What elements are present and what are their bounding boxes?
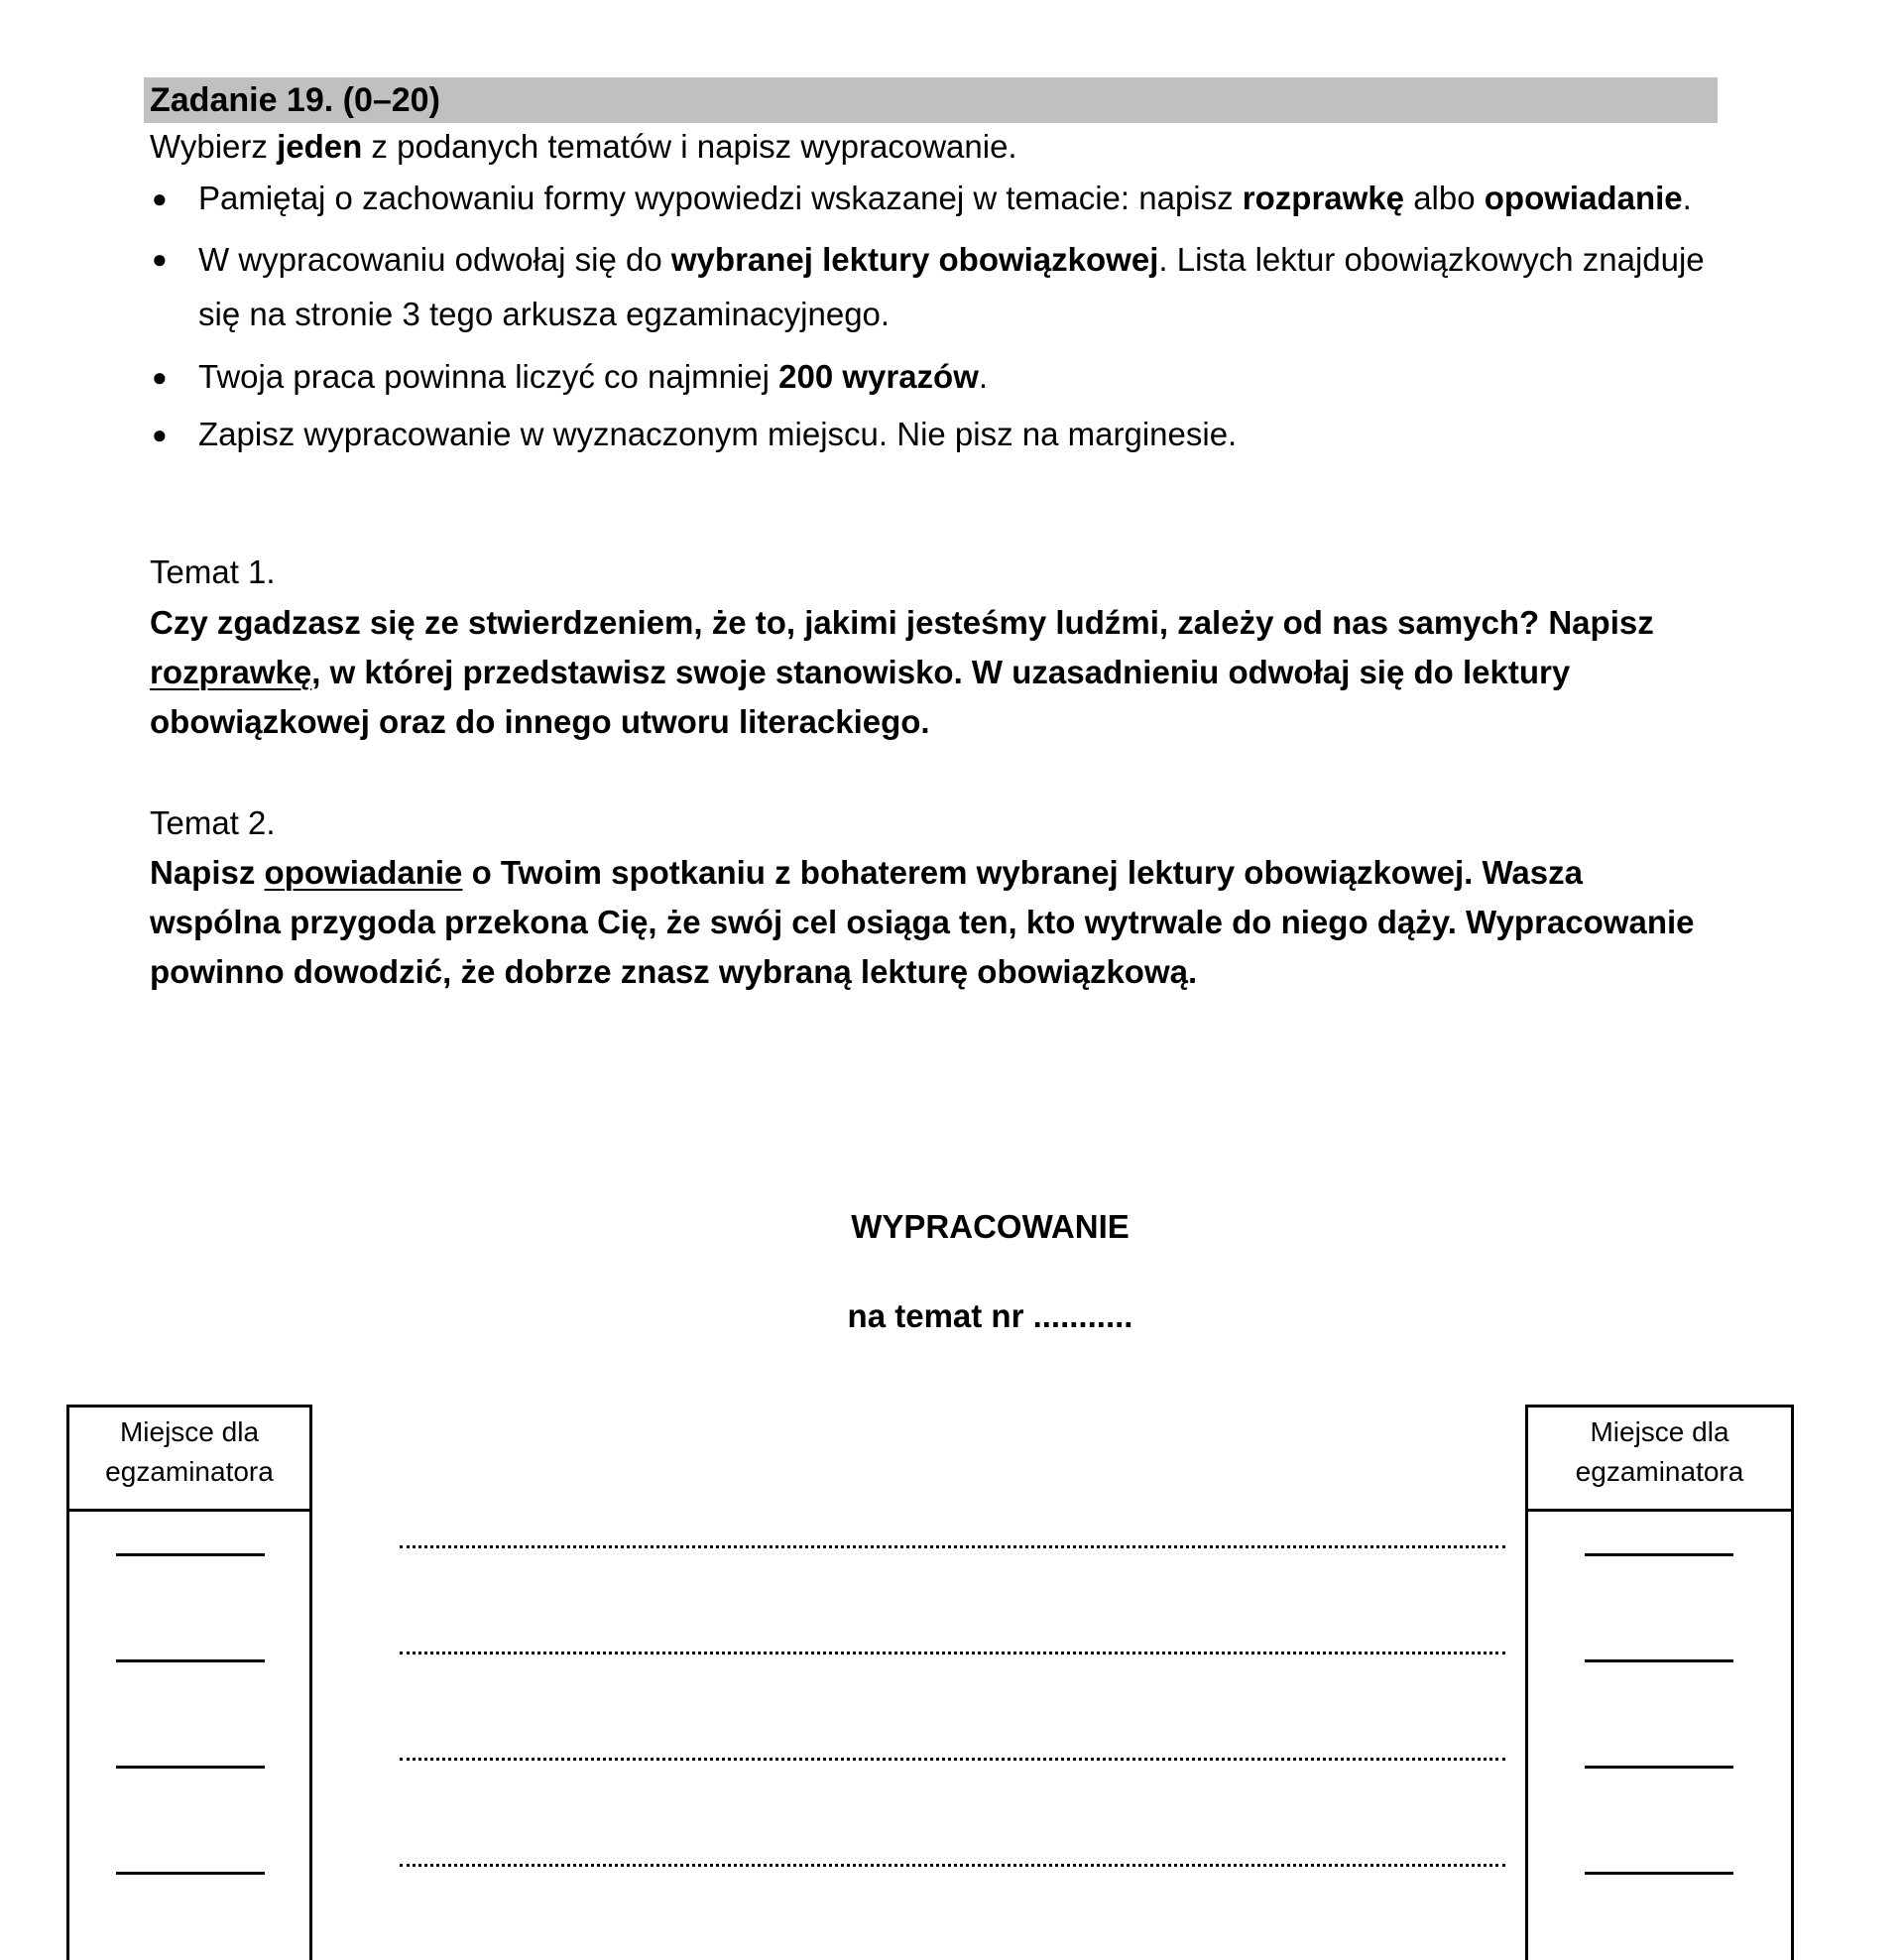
essay-topic-number: na temat nr ........... — [847, 1297, 1133, 1334]
topic1-text-start: Czy zgadzasz się ze stwierdzeniem, że to, jakimi jesteśmy ludźmi, zależy od nas samych? Napisz — [150, 604, 1654, 641]
score-line[interactable] — [116, 1553, 265, 1556]
score-line[interactable] — [116, 1659, 265, 1662]
score-line[interactable] — [1585, 1872, 1733, 1875]
topic1-text — [150, 598, 1722, 747]
bullet-icon: ● — [152, 420, 168, 449]
topic2-text-end: o Twoim spotkaniu z bohaterem wybranej lektury obowiązkowej. Wasza wspólna przygoda przekona Cię, że swój cel osiąga ten, kto wytrwale do niego dąży. Wypracowanie powinno dowodzić, że dobrze znasz wybraną lekturę obowiązkową. — [150, 854, 1695, 990]
topic1-underlined: rozprawkę — [150, 654, 312, 690]
task-intro — [150, 125, 1017, 169]
intro-text: Wybierz — [150, 128, 278, 165]
topic2-underlined: opowiadanie — [264, 854, 463, 891]
examiner-box-left — [66, 1405, 312, 1960]
writing-line[interactable] — [400, 1652, 1505, 1654]
score-line[interactable] — [116, 1766, 265, 1769]
bullet-icon: ● — [152, 362, 168, 392]
essay-title: WYPRACOWANIE — [851, 1208, 1130, 1245]
instruction-bold: rozprawkę — [1242, 180, 1405, 216]
topic2-text-start: Napisz — [150, 854, 265, 891]
examiner-box-header — [1528, 1408, 1791, 1512]
examiner-label: egzaminatora — [105, 1456, 274, 1487]
examiner-box-right — [1525, 1405, 1794, 1960]
score-line[interactable] — [1585, 1659, 1733, 1662]
instruction-text: Zapisz wypracowanie w wyznaczonym miejscu. Nie pisz na marginesie. — [198, 416, 1238, 452]
topic2-text — [150, 848, 1722, 997]
instruction-item — [150, 177, 1717, 220]
instruction-text: . Lista lektur obowiązkowych znajduje się na stronie 3 tego arkusza egzaminacyjnego. — [198, 241, 1705, 332]
examiner-label: Miejsce dla — [119, 1416, 260, 1447]
topic2-label: Temat 2. — [150, 804, 276, 841]
examiner-label: egzaminatora — [1575, 1456, 1744, 1487]
bullet-icon: ● — [152, 184, 168, 213]
instruction-item — [150, 413, 1717, 456]
writing-line[interactable] — [400, 1545, 1505, 1548]
intro-text-end: z podanych tematów i napisz wypracowanie. — [362, 128, 1017, 165]
task-header: Zadanie 19. (0–20) — [144, 77, 1718, 123]
instruction-bold: wybranej lektury obowiązkowej — [670, 241, 1159, 278]
instruction-bold: 200 wyrazów — [778, 358, 979, 395]
score-line[interactable] — [1585, 1553, 1733, 1556]
instruction-item — [150, 232, 1717, 341]
instruction-text: albo — [1404, 180, 1485, 216]
writing-line[interactable] — [400, 1864, 1505, 1867]
instruction-text: W wypracowaniu odwołaj się do — [198, 241, 671, 278]
instruction-text: . — [978, 358, 989, 395]
writing-line[interactable] — [400, 1758, 1505, 1761]
topic1-label: Temat 1. — [150, 553, 276, 590]
examiner-box-header — [69, 1408, 309, 1512]
instruction-text: Twoja praca powinna liczyć co najmniej — [198, 358, 779, 395]
instruction-bold: opowiadanie — [1484, 180, 1683, 216]
bullet-icon: ● — [152, 244, 168, 274]
score-line[interactable] — [116, 1872, 265, 1875]
instruction-item — [150, 355, 1717, 399]
intro-bold: jeden — [277, 128, 363, 165]
instructions-list — [150, 177, 1717, 470]
instruction-text: . — [1682, 180, 1692, 216]
examiner-label: Miejsce dla — [1590, 1416, 1729, 1447]
instruction-text: Pamiętaj o zachowaniu formy wypowiedzi wskazanej w temacie: napisz — [198, 180, 1243, 216]
score-line[interactable] — [1585, 1766, 1733, 1769]
topic1-text-end: , w której przedstawisz swoje stanowisko. W uzasadnieniu odwołaj się do lektury obowiązkowej oraz do innego utworu literackiego. — [150, 654, 1571, 740]
